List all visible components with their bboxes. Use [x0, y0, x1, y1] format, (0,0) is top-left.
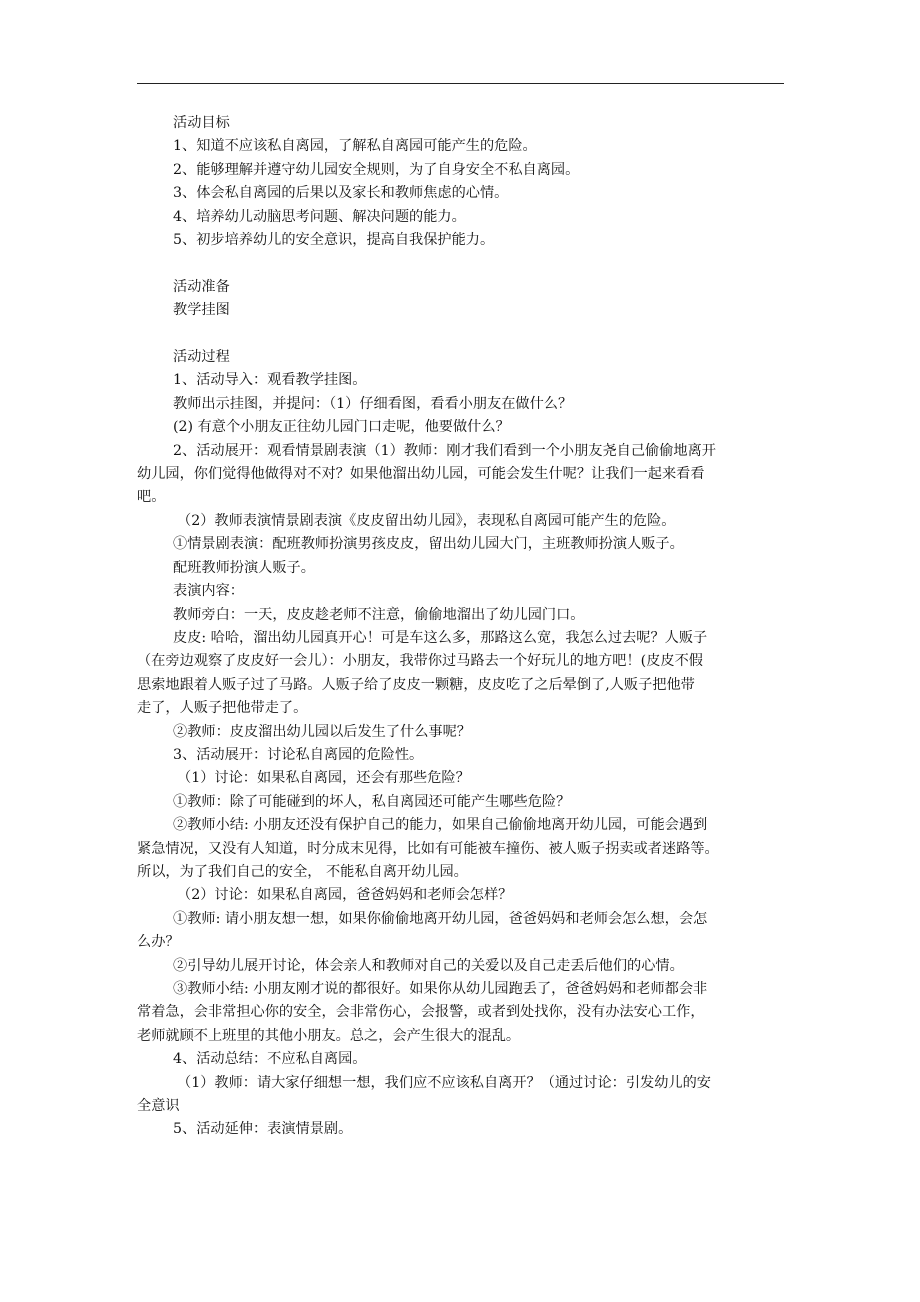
process-line: （在旁边观察了皮皮好一会儿）：小朋友，我带你过马路去一个好玩儿的地方吧！(皮皮不假 [137, 653, 703, 670]
process-line: 思索地跟着人贩子过了马路。人贩子给了皮皮一颗糖，皮皮吃了之后晕倒了,人贩子把他带 [137, 676, 695, 693]
process-line: 老师就顾不上班里的其他小朋友。总之，会产生很大的混乱。 [137, 1027, 521, 1044]
goal-item: 5、初步培养幼儿的安全意识，提高自我保护能力。 [173, 232, 495, 249]
document-body [137, 112, 787, 1142]
process-line: 3、活动展开：讨论私自离园的危险性。 [173, 746, 424, 763]
process-line: 紧急情况，又没有人知道，时分成末见得，比如有可能被车撞伤、被人贩子拐卖或者迷路等。 [137, 840, 719, 857]
process-line: 2、活动展开：观看情景剧表演（1）教师：刚才我们看到一个小朋友尧自己偷偷地离开 [173, 442, 716, 459]
process-line: ①情景剧表演：配班教师扮演男孩皮皮，留出幼儿园大门，主班教师扮演人贩子。 [173, 536, 684, 553]
section-heading: 活动过程 [173, 349, 230, 366]
process-line: 所以，为了我们自己的安全， 不能私自离开幼儿园。 [137, 863, 468, 880]
process-line: 皮皮: 哈哈，溜出幼儿园真开心！可是车这么多，那路这么宽，我怎么过去呢？人贩子 [173, 629, 708, 646]
goal-item: 1、知道不应该私自离园，了解私自离园可能产生的危险。 [173, 138, 537, 155]
spacer [137, 252, 787, 275]
goal-item: 4、培养幼儿动脑思考问题、解决问题的能力。 [173, 208, 466, 225]
process-line: 5、活动延伸：表演情景剧。 [173, 1121, 353, 1138]
process-line: （1）讨论：如果私自离园，还会有那些危险？ [177, 770, 470, 787]
section-heading: 活动目标 [173, 115, 230, 131]
process-line: 走了，人贩子把他带走了。 [137, 700, 308, 717]
process-line: (2) 有意个小朋友正往幼儿园门口走呢，他要做什么？ [173, 419, 510, 436]
process-line: ③教师小结: 小朋友刚才说的都很好。如果你从幼儿园跑丢了，爸爸妈妈和老师都会非 [173, 981, 708, 997]
process-line: （1）教师：请大家仔细想一想，我们应不应该私自离开？（通过讨论：引发幼儿的安 [177, 1074, 711, 1091]
goal-item: 3、体会私自离园的后果以及家长和教师焦虑的心情。 [173, 185, 509, 202]
process-line: 4、活动总结：不应私自离园。 [173, 1051, 367, 1068]
process-line: 么办？ [137, 934, 180, 951]
process-line: 配班教师扮演人贩子。 [173, 559, 315, 576]
process-line: ②教师小结: 小朋友还没有保护自己的能力，如果自己偷偷地离开幼儿园，可能会遇到 [173, 817, 708, 834]
goal-item: 2、能够理解并遵守幼儿园安全规则，为了自身安全不私自离园。 [173, 161, 580, 178]
process-line: （2）讨论：如果私自离园，爸爸妈妈和老师会怎样？ [177, 887, 513, 904]
process-line: ②教师：皮皮溜出幼儿园以后发生了什么事呢？ [173, 723, 471, 740]
process-line: 吧。 [137, 489, 166, 506]
process-line: 表演内容： [173, 583, 244, 600]
prep-item: 教学挂图 [173, 302, 230, 319]
process-line: ②引导幼儿展开讨论，体会亲人和教师对自己的关爱以及自己走丢后他们的心情。 [173, 957, 684, 974]
process-line: 1、活动导入：观看教学挂图。 [173, 372, 367, 389]
spacer [137, 323, 787, 346]
header-rule [137, 83, 784, 84]
process-line: 教师出示挂图，并提问：（1）仔细看图，看看小朋友在做什么？ [173, 395, 573, 412]
process-line: 全意识 [137, 1098, 180, 1115]
process-line: 常着急，会非常担心你的安全，会非常伤心，会报警，或者到处找你，没有办法安心工作， [137, 1004, 705, 1021]
section-heading: 活动准备 [173, 278, 230, 295]
process-line: ①教师：除了可能碰到的坏人，私自离园还可能产生哪些危险？ [173, 793, 571, 810]
process-line: ①教师: 请小朋友想一想，如果你偷偷地离开幼儿园，爸爸妈妈和老师会怎么想，会怎 [173, 910, 708, 927]
process-line: 教师旁白：一天，皮皮趁老师不注意，偷偷地溜出了幼儿园门口。 [173, 606, 585, 623]
process-line: 幼儿园，你们觉得他做得对不对？如果他溜出幼儿园，可能会发生什呢？让我们一起来看看 [137, 466, 705, 483]
process-line: （2）教师表演情景剧表演《皮皮留出幼儿园》，表现私自离园可能产生的危险。 [177, 512, 676, 529]
